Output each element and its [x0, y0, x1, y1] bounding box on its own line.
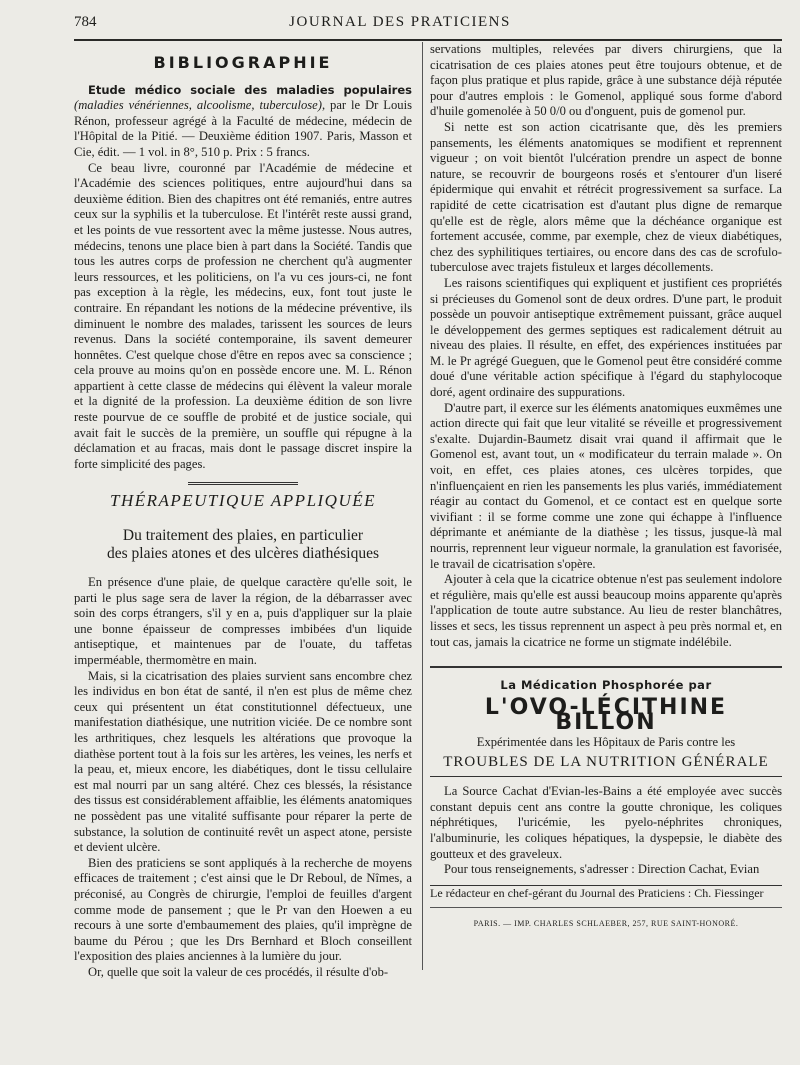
section-title-therapeutique: THÉRAPEUTIQUE APPLIQUÉE: [109, 491, 377, 511]
page-header: [0, 0, 800, 38]
ad-disease: TROUBLES DE LA NUTRITION GÉNÉRALE: [443, 753, 769, 770]
section-title-bibliographie: BIBLIOGRAPHIE: [153, 53, 333, 72]
ad-product-name: L'OVO-LÉCITHINE BILLON: [484, 694, 728, 736]
article-paragraph: servations multiples, relevées par divers chirurgiens, que la cicatrisation de ces plaies atones peut être toujours obtenue, et de façon plus pratique et plus rapide, grâce à une substance déjà réputée pour d'autres emplois : le Gomenol, appliqué sous forme d'abord d'huile gomenolée à 50 0/0 ou d'onguent, puis de gomenol pur.: [430, 42, 782, 119]
advertisement: [430, 666, 782, 886]
journal-title: JOURNAL DES PRATICIENS: [289, 14, 511, 30]
article-paragraph: Mais, si la cicatrisation des plaies survient sans encombre chez les individus en bon état de santé, il n'en est plus de même chez ceux qui présentent un état constitutionnel défectueux, une manifestation diathésique, une nutrition viciée. De ce nombre sont les arthritiques, chez lesquels les altérations que provoque la diathèse portent tout à la fois sur les artères, les veines, les nerfs et la peau, et, mieux encore, les diabétiques, dont le tissu cellulaire est mal nourri par un sang altéré. Chez ces blessés, la résistance des tissus est considérablement affaiblie, les éléments anatomiques ne possèdent pas une vitalité suffisante pour réparer la perte de substance, la solution de continuité revêt un aspect atone, persiste et devient ulcère.: [74, 668, 412, 855]
article-paragraph: Or, quelle que soit la valeur de ces procédés, il résulte d'ob-: [88, 964, 389, 979]
header-rule: [74, 39, 782, 41]
article-paragraph: Bien des praticiens se sont appliqués à la recherche de moyens efficaces de traitement ; c'est ainsi que le Dr Reboul, de Nîmes, a préconisé, au Congrès de chirurgie, l'emploi de feuilles d'argent comme mode de pansement ; que le Pr van den Hoewen a eu recours à une sorte d'embaumement des plaies, qu'il imprègne de baume du Pérou ; que les Drs Bernhard et Bloch conseillent l'exposition des plaies anciennes à la lumière du jour.: [74, 855, 412, 964]
article-paragraph: Ajouter à cela que la cicatrice obtenue n'est pas seulement indolore et régulière, mais qu'elle est aussi beaucoup moins apparente qu'après l'application de toute autre substance. Au lieu de rester blanchâtres, lisses et secs, les tissus reprennent un aspect à peu près normal et, en tout cas, jamais la cicatrice ne forme un stigmate indélébile.: [430, 572, 782, 649]
ad-subtitle: La Médication Phosphorée par: [500, 678, 712, 693]
book-details: , par le Dr Louis Rénon, professeur agrégé à la Faculté de médecine, médecin de l'Hôpital de la Pitié. — Deuxième édition 1907. Paris, Masson et Cie, édit. — 1 vol. in 8°, 510 p. Prix : 5 francs.: [74, 98, 412, 159]
article-title-line-2: des plaies atones et des ulcères diathésiques: [106, 545, 380, 563]
article-title-line-1: Du traitement des plaies, en particulier: [122, 527, 364, 545]
book-subtitle: (maladies vénériennes, alcoolisme, tuberculose): [74, 98, 322, 113]
ad-info: Pour tous renseignements, s'adresser : Direction Cachat, Evian: [444, 862, 760, 877]
ad-source-cachat: [430, 776, 782, 886]
right-column: [430, 42, 782, 932]
article-paragraph: D'autre part, il exerce sur les éléments anatomiques euxmêmes une action directe qui fait que leur vitalité se réveille et progressivement s'exalte. Dujardin-Baumetz disait vrai quand il affirmait que le Gomenol est, avant tout, un « modificateur du terrain malade ». On voit, en effet, ces plaies atones, ces ulcères torpides, que n'influençaient en rien les pansements les plus variés, immédiatement réagir au contact du Gomenol, et ce contact est en quelque sorte vivifiant : il se forme comme une zone qui échappe à l'influence déprimante et anémiante de la diathèse ; les tissus, jusque-là mal nourris, reprennent leur vigueur normale, la granulation est favorisée, le travail de cicatrisation s'opère.: [430, 400, 782, 571]
left-column: [74, 42, 412, 980]
column-divider: [422, 42, 423, 970]
page-number: 784: [74, 14, 97, 30]
article-paragraph: Si nette est son action cicatrisante que, dès les premiers pansements, les éléments anatomiques se modifient et reprennent vigueur ; on voit bientôt l'ulcération prendre un aspect de bonne nature, se recouvrir de bourgeons rosés et s'entourer d'un liseré épidermique qui envahit et rétrécit progressivement sa surface. La rapidité de cette cicatrisation est d'autant plus digne de remarque qu'elle est de règle, alors même que la déchéance organique est fortement accusée, comme, par exemple, chez de vieux diabétiques, chez des syphilitiques tertiaires, ou encore dans des cas de scrofulo-tuberculose avec trajets fistuleux et larges décollements.: [430, 119, 782, 275]
book-reference: [74, 83, 412, 161]
book-review: Ce beau livre, couronné par l'Académie de médecine et l'Académie des sciences politiques, entre aujourd'hui dans sa deuxième édition. Bien des chapitres ont été remaniés, entre autres ceux sur la syphilis et la tuberculose. Et l'intérêt reste aussi grand, et les points de vue ressortent avec la même justesse. Nous autres, médecins, tenons une place bien à part dans la Société. Tandis que tous les autres corps de profession ne cherchent qu'à augmenter leurs ressources, et les politiciens, on l'a vu ces jours-ci, ne font pas exception à la règle, les médecins, eux, font tout juste le contraire. En répandant les notions de la médecine préventive, ils diminuent le nombre des malades, tarissent les sources de leurs revenus. Dans la société contemporaine, ils savent demeurer honnêtes. C'est quelque chose d'être en repos avec sa conscience ; cela prouve au moins qu'on en possède encore une. M. L. Rénon appartient à cette classe de médecins qui élèvent la valeur morale et la dignité de la profession. La deuxième édition de son livre reste pourvue de ce souffle de probité et de justice sociale, qui avait fait le succès de la première, un souffle qui répugne à la déclamation et au fracas, mais dont le passage discret inspire la forte simplicité des pages.: [74, 160, 412, 471]
article-paragraph: Les raisons scientifiques qui expliquent et justifient ces propriétés si précieuses du Gomenol sont de deux ordres. D'une part, le produit possède un pouvoir antiseptique extrêmement puissant, grâce auquel le développement des germes septiques est radicalement détruit au niveau des plaies. Il résulte, en effet, des expériences instituées par M. le Pr agrégé Gueguen, que le Gomenol peut être considéré comme doué d'une véritable action spécifique à l'égard du staphylocoque doré, agent ordinaire des suppurations.: [430, 275, 782, 400]
article-paragraph: En présence d'une plaie, de quelque caractère qu'elle soit, le parti le plus sage sera de laver la région, de la débarrasser avec soin des corps étrangers, s'il y en a, puis d'appliquer sur la plaie une bonne épaisseur de compresses imbibées d'un liquide antiseptique, et maintenues par de l'ouate, du taffetas imperméable, thermomètre en main.: [74, 575, 412, 667]
ad-source-text: La Source Cachat d'Evian-les-Bains a été employée avec succès constant depuis cent ans contre la goutte chronique, les coliques néphrétiques, l'uricémie, les pyelo-néphrites chroniques, l'albuminurie, les coliques hépatiques, la dyspepsie, le diabète des goutteux et des graveleux.: [430, 784, 782, 861]
ad-tested-line: Expérimentée dans les Hôpitaux de Paris contre les: [476, 734, 736, 749]
book-title: Etude médico sociale des maladies populaires: [88, 82, 412, 97]
article-title: [74, 527, 412, 563]
section-divider: [188, 482, 298, 487]
editor-signature: Le rédacteur en chef-gérant du Journal des Praticiens : Ch. Fiessinger: [430, 885, 764, 900]
printer-line: PARIS. — IMP. CHARLES SCHLAEBER, 257, RUE SAINT-HONORÉ.: [430, 907, 782, 932]
